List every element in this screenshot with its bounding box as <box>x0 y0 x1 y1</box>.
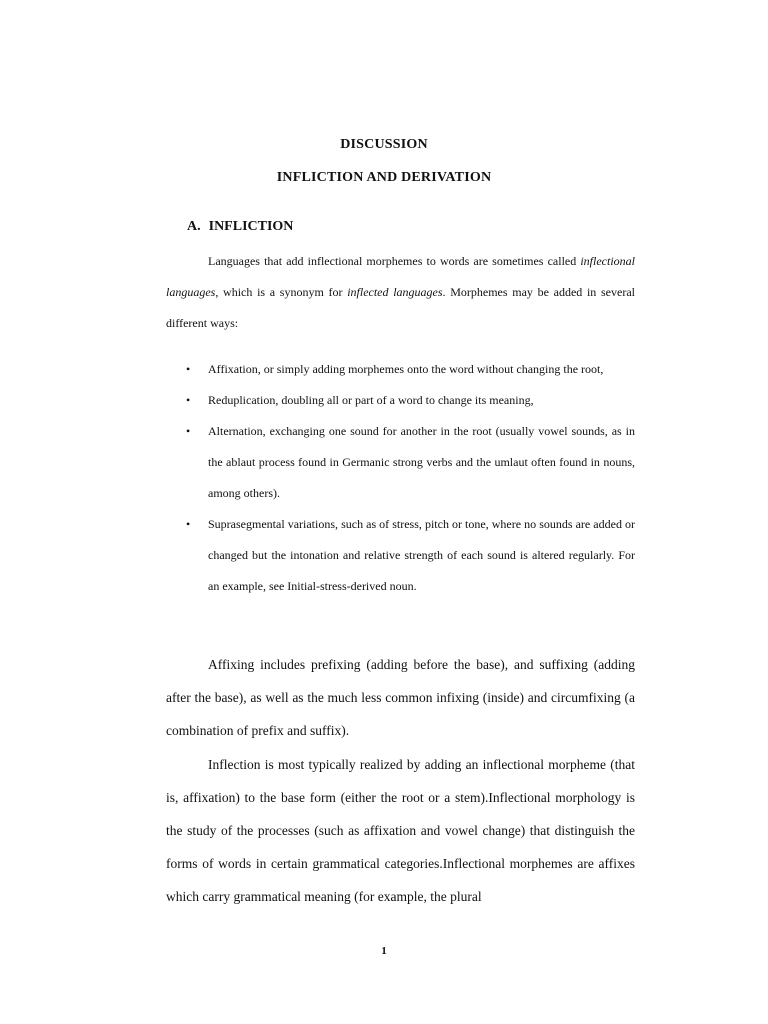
list-item <box>166 416 635 509</box>
morpheme-ways-list <box>166 354 635 602</box>
section-heading <box>187 219 293 235</box>
intro-text-1: Languages that add inflectional morphemes to words are sometimes called <box>208 254 581 268</box>
intro-text-2: , which is a synonym for <box>215 285 348 299</box>
list-item <box>166 509 635 602</box>
list-item <box>166 385 635 416</box>
list-item-text: Suprasegmental variations, such as of stress, pitch or tone, where no sounds are added or changed but the intonation and relative strength of each sound is altered regularly. For an example, see Initial-stress-derived noun. <box>208 517 635 593</box>
intro-term-inflectional: inflectional languages <box>166 254 635 299</box>
list-item-text: Alternation, exchanging one sound for another in the root (usually vowel sounds, as in the ablaut process found in Germanic strong verbs and the umlaut often found in nouns, among others). <box>208 424 635 500</box>
bullet-icon: • <box>186 362 191 376</box>
inflection-paragraph <box>166 748 635 913</box>
inflection-text: Inflection is most typically realized by adding an inflectional morpheme (that is, affixation) to the base form (either the root or a stem).Inflectional morphology is the study of the processes (such as affixation and vowel change) that distinguish the forms of words in certain grammatical categories.Inflectional morphemes are affixes which carry grammatical meaning (for example, the plural <box>166 757 635 904</box>
list-item <box>166 354 635 385</box>
discussion-heading: DISCUSSION <box>340 137 428 152</box>
bullet-icon: • <box>186 393 191 407</box>
affixing-text: Affixing includes prefixing (adding before the base), and suffixing (adding after the base), as well as the much less common infixing (inside) and circumfixing (a combination of prefix and suffix). <box>166 657 635 738</box>
bullet-icon: • <box>186 517 191 531</box>
affixing-paragraph <box>166 648 635 747</box>
section-letter: A. <box>187 219 201 234</box>
intro-paragraph <box>166 246 635 339</box>
section-title-text: INFLICTION <box>208 219 294 234</box>
bullet-icon: • <box>186 424 191 438</box>
intro-text-3: . Morphemes may be added in several different ways: <box>166 285 635 330</box>
list-item-text: Reduplication, doubling all or part of a word to change its meaning, <box>208 393 534 407</box>
list-item-text: Affixation, or simply adding morphemes onto the word without changing the root, <box>208 362 604 376</box>
page-number: 1 <box>381 945 387 957</box>
intro-term-inflected: inflected languages <box>347 285 443 299</box>
main-title: INFLICTION AND DERIVATION <box>276 170 492 185</box>
